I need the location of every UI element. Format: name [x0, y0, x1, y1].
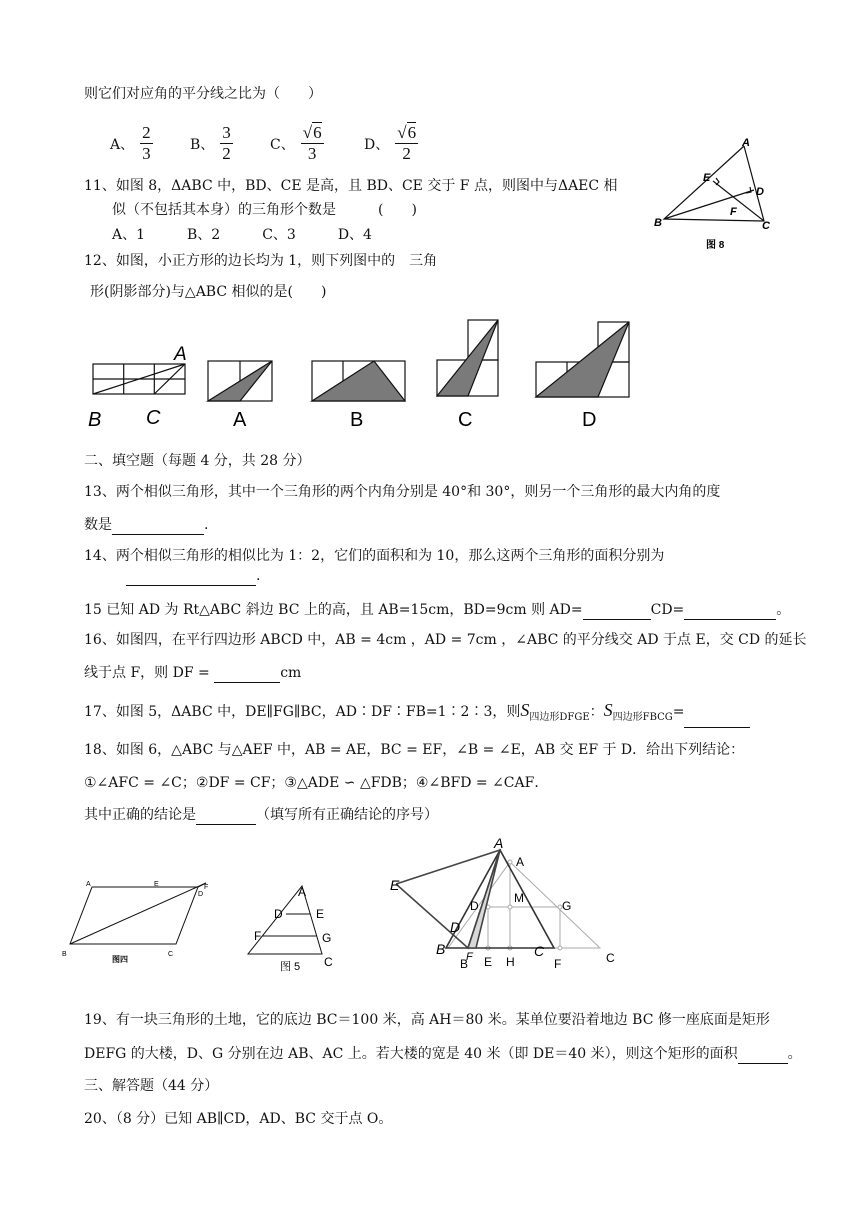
q10-option-d — [364, 123, 418, 164]
q19-answer-blank[interactable] — [738, 1049, 788, 1064]
fig8-label-d: D — [756, 186, 764, 198]
q18-line3: 其中正确的结论是 （填写所有正确结论的序号） — [84, 807, 438, 823]
q13-answer-blank[interactable] — [112, 520, 204, 535]
q19-label-d: D — [470, 899, 479, 913]
option-d-figure — [536, 322, 629, 397]
fig5-label-g: G — [322, 931, 332, 945]
fig5-label-f: F — [254, 929, 262, 943]
option-a-figure — [208, 361, 272, 401]
fig5-label-e: E — [316, 907, 325, 921]
option-b-figure — [312, 361, 405, 401]
fig5-label-d: D — [274, 907, 283, 921]
q19-line1: 19、有一块三角形的土地，它的底边 BC＝100 米，高 AH＝80 米。某单位要沿着地边 BC 修一座底面是矩形 — [84, 1012, 770, 1028]
q19-label-a: A — [516, 855, 525, 869]
fig8-label-a: A — [742, 137, 750, 149]
option-a-label: A — [233, 409, 247, 431]
q18-line1: 18、如图 6，△ABC 与△AEF 中，AB = AE，BC = EF，∠B = ∠E，AB 交 EF 于 D．给出下列结论： — [84, 742, 745, 758]
q12-figures — [80, 316, 650, 436]
fig4-caption: 图四 — [112, 955, 128, 964]
q19-label-c: C — [606, 951, 615, 965]
q15-ad-blank[interactable] — [583, 605, 651, 620]
fig5-label-c: C — [324, 955, 333, 969]
option-label: D、 — [364, 136, 390, 153]
q13-line1: 13、两个相似三角形，其中一个三角形的两个内角分别是 40°和 30°，则另一个三角形的最大内角的度 — [84, 484, 721, 500]
fig8-label-b: B — [654, 217, 662, 229]
ref-label-c: C — [146, 407, 161, 429]
q10-option-b — [190, 123, 233, 164]
q10-stem-tail: 则它们对应角的平分线之比为（ ） — [84, 86, 322, 102]
q16-line2: 线于点 F，则 DF = cm — [84, 665, 302, 681]
fig5-label-a: A — [298, 885, 307, 899]
q19-label-h: H — [506, 955, 515, 969]
q17-answer-blank[interactable] — [684, 713, 750, 728]
fraction: $\frac{3}{2}$ — [222, 123, 231, 163]
ref-label-b: B — [88, 409, 102, 431]
right-angle-mark-e — [716, 178, 719, 185]
option-label: B、 — [190, 136, 215, 153]
q11-line1: 11、如图 8，ΔABC 中，BD、CE 是高，且 BD、CE 交于 F 点，则图中与ΔAEC 相 — [84, 178, 618, 194]
fig4-label-b: B — [62, 951, 67, 958]
q20-line: 20、（8 分）已知 AB∥CD，AD、BC 交于点 O。 — [84, 1111, 393, 1127]
q19-label-f: F — [554, 957, 562, 971]
fig4-label-e: E — [154, 881, 159, 888]
q19-label-e: E — [484, 955, 493, 969]
fig4-label-f: F — [204, 884, 209, 891]
q19-label-b: B — [460, 957, 469, 971]
q10-option-c — [270, 123, 324, 164]
ref-label-a: A — [174, 344, 187, 365]
fig5-caption: 图 5 — [280, 961, 301, 973]
q11-line2: 似（不包括其本身）的三角形个数是 ( ) — [112, 202, 417, 218]
fraction: $\frac{√6}{3}$ — [302, 123, 322, 163]
option-label: C、 — [270, 136, 295, 153]
section-2-heading: 二、填空题（每题 4 分，共 28 分） — [84, 453, 311, 469]
fraction: $\frac{√6}{2}$ — [397, 123, 417, 163]
option-c-label: C — [458, 409, 473, 431]
section-3-heading: 三、解答题（44 分） — [84, 1078, 219, 1094]
figure-6-and-q19 — [386, 836, 636, 972]
q14-answer-blank[interactable] — [126, 571, 256, 586]
q15-cd-blank[interactable] — [684, 605, 776, 620]
q12-line2: 形(阴影部分)与△ABC 相似的是( ) — [90, 284, 327, 300]
q18-answer-blank[interactable] — [196, 810, 256, 825]
fig4-label-c: C — [168, 951, 174, 958]
q11-options: A、1 B、2 C、3 D、4 — [112, 227, 372, 243]
q14-line2: . — [126, 566, 260, 586]
figure-4-parallelogram — [58, 880, 218, 970]
figure-8 — [650, 134, 780, 264]
fig4-label-a: A — [86, 881, 91, 888]
fig6-label-c: C — [534, 943, 545, 959]
fig4-label-d: D — [198, 891, 204, 898]
fig6-label-a: A — [494, 836, 504, 851]
fig8-label-f: F — [730, 206, 737, 218]
q19-label-m: M — [514, 891, 524, 905]
q19-label-g: G — [562, 899, 572, 913]
fig6-label-e: E — [390, 877, 400, 893]
reference-triangle-abc — [93, 364, 185, 394]
option-label: A、 — [110, 136, 135, 153]
fig8-label-c: C — [762, 220, 770, 232]
q14-line1: 14、两个相似三角形的相似比为 1：2，它们的面积和为 10，那么这两个三角形的面积分别为 — [84, 548, 665, 564]
figure-5-triangle — [240, 878, 350, 978]
option-c-figure — [437, 320, 498, 396]
fig8-label-e: E — [703, 172, 711, 184]
fig6-label-d: D — [450, 919, 461, 935]
q13-line2: 数是 . — [84, 517, 209, 533]
q18-line2: ①∠AFC = ∠C；②DF = CF；③△ADE ∽ △FDB；④∠BFD = ∠CAF． — [84, 775, 549, 791]
q16-line1: 16、如图四，在平行四边形 ABCD 中，AB = 4cm ，AD = 7cm ，∠ABC 的平分线交 AD 于点 E，交 CD 的延长 — [84, 632, 807, 648]
q15-line: 15 已知 AD 为 Rt△ABC 斜边 BC 上的高，且 AB=15cm，BD=9cm 则 AD= CD= 。 — [84, 602, 791, 618]
fig8-caption: 图 8 — [706, 240, 725, 251]
option-b-label: B — [350, 409, 364, 431]
q19-line2: DEFG 的大楼，D、G 分别在边 AB、AC 上。若大楼的宽是 40 米（即 DE＝40 米），则这个矩形的面积 。 — [84, 1046, 802, 1062]
fig6-label-f: F — [466, 951, 473, 963]
fig6-label-b: B — [436, 941, 446, 957]
fraction: $\frac{2}{3}$ — [142, 123, 151, 163]
q16-answer-blank[interactable] — [214, 668, 280, 683]
option-d-label: D — [582, 409, 597, 431]
q17-line: 17、如图 5，ΔABC 中，DE∥FG∥BC，AD∶DF∶FB=1∶2∶3，则$S_{四边形DFGE}$：$S_{四边形FBCG}=$ — [84, 700, 750, 728]
q12-line1: 12、如图，小正方形的边长均为 1，则下列图中的 三角 — [84, 253, 438, 269]
segment-bd — [664, 190, 754, 219]
q10-option-a — [110, 123, 153, 164]
